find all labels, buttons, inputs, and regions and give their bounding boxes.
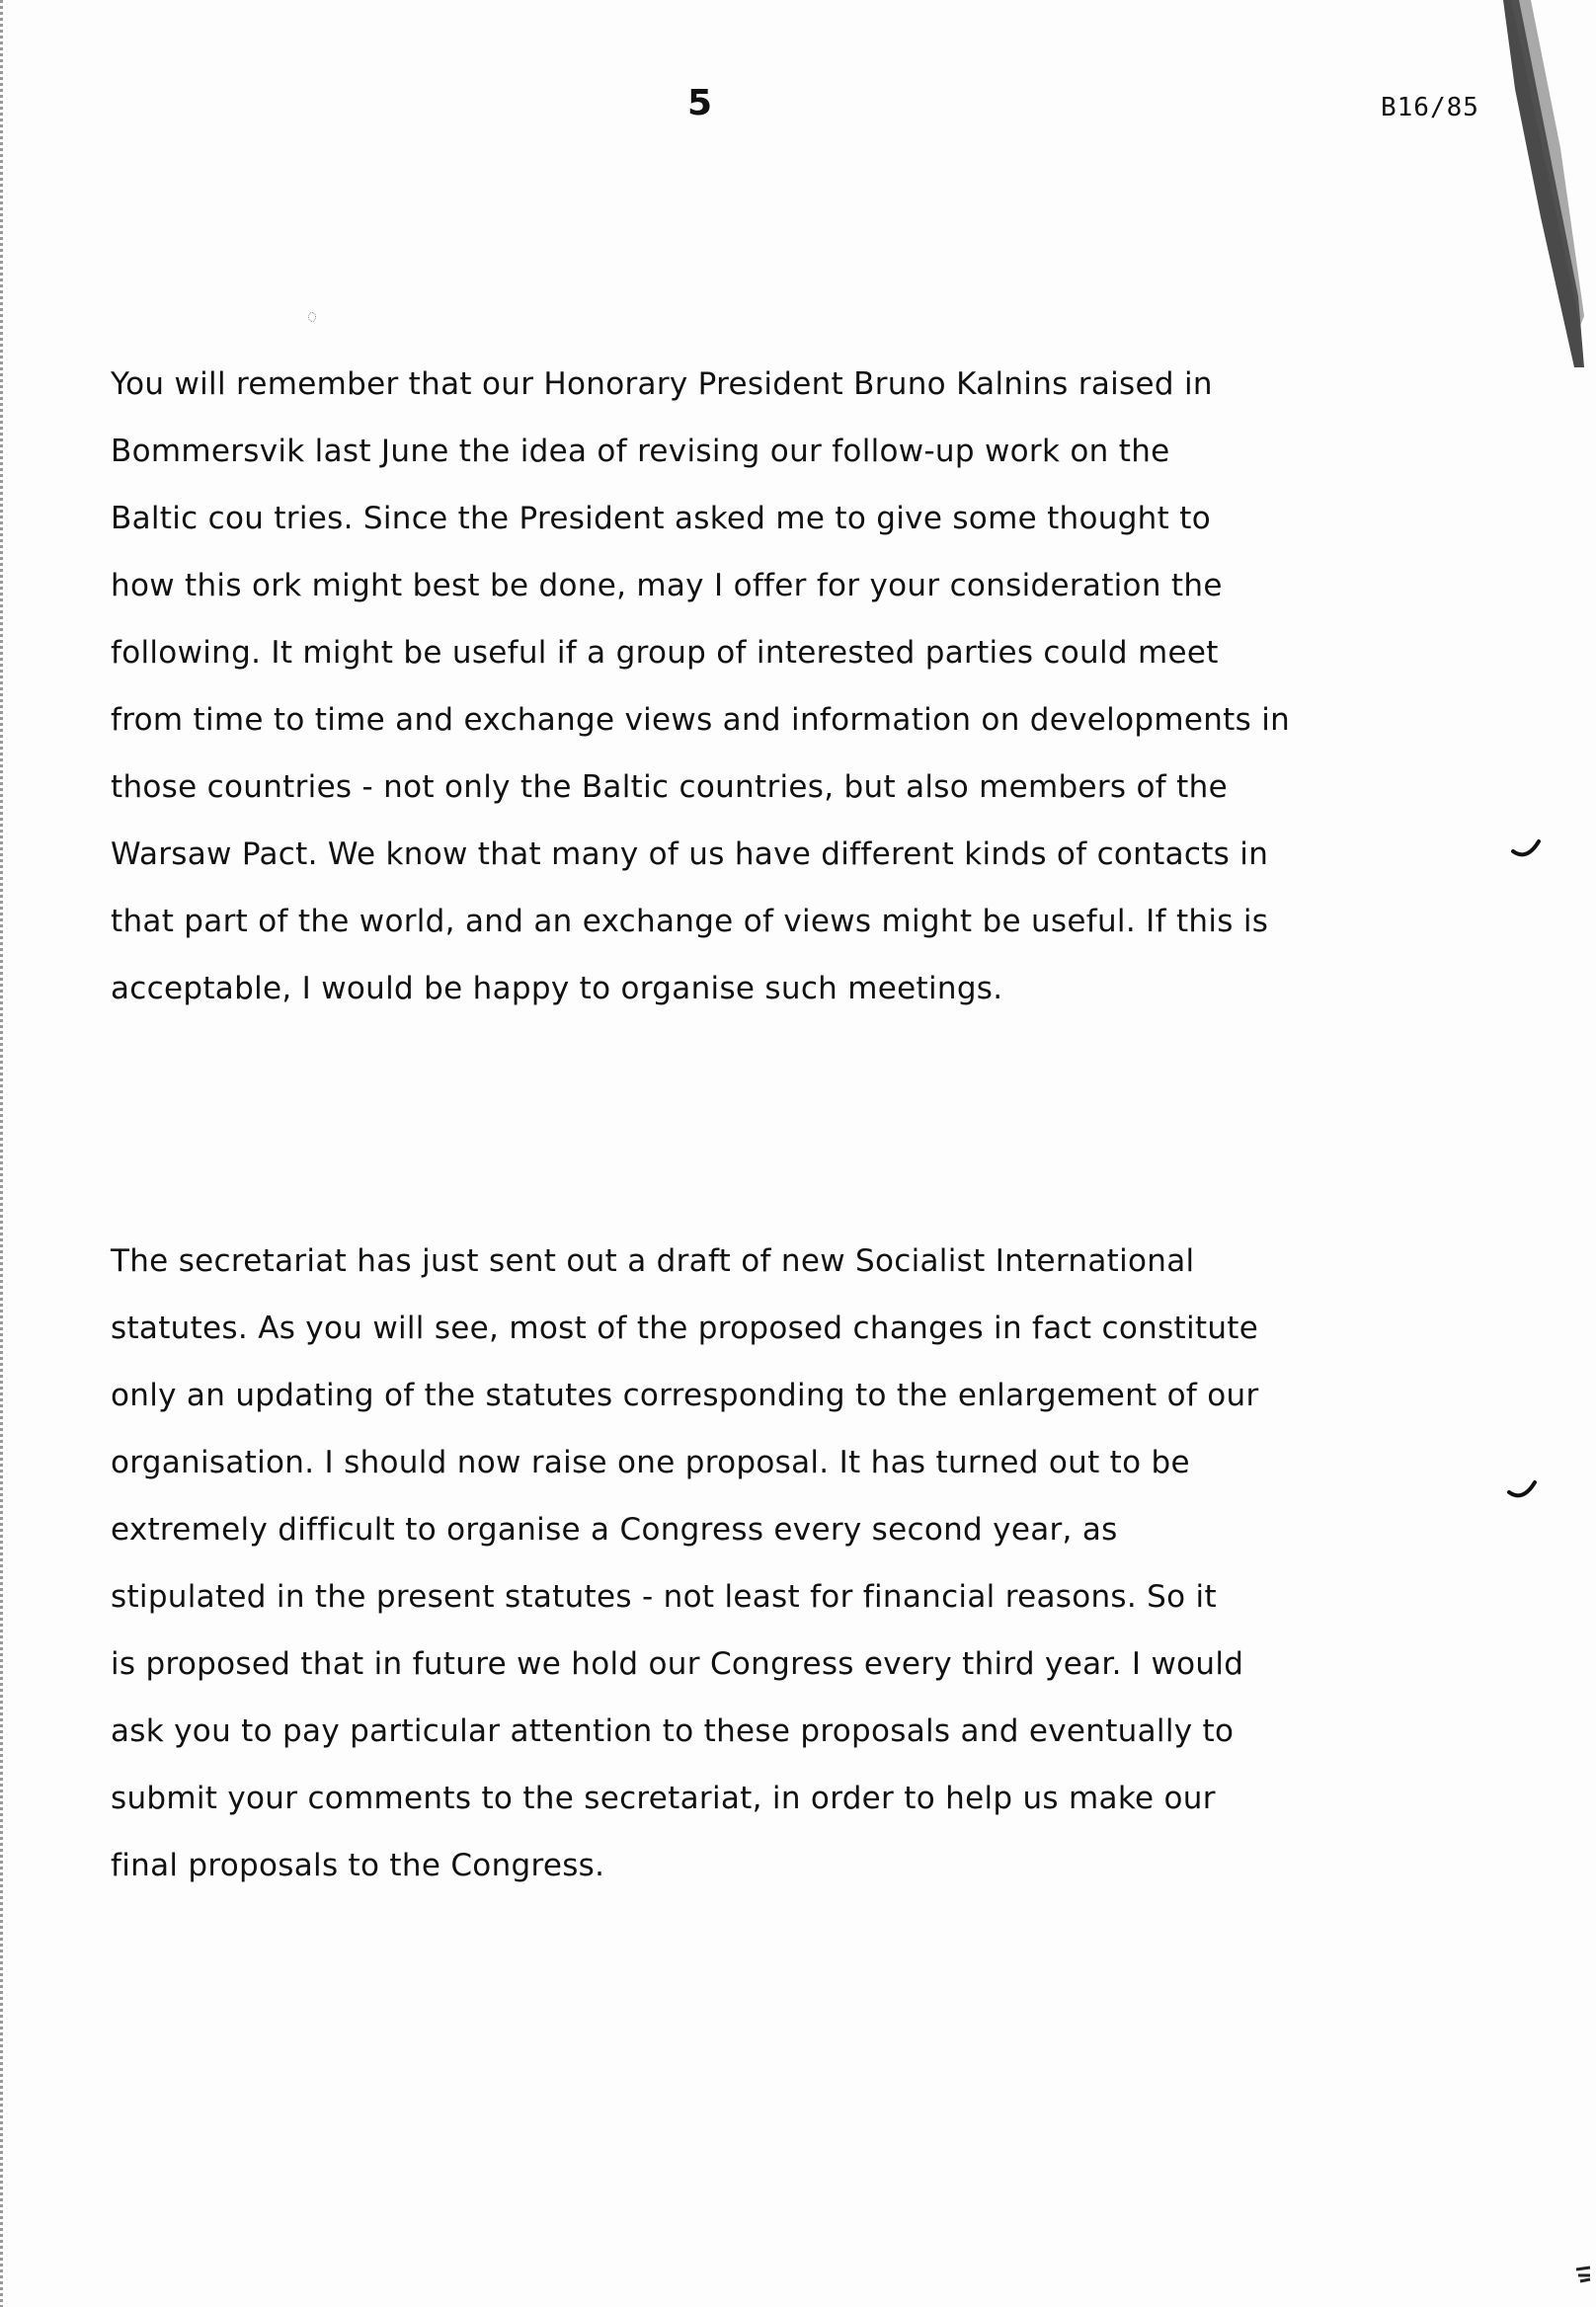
reference-code: B16/85 (1381, 93, 1479, 122)
scan-edge-smudge (1501, 0, 1596, 375)
text-line: ask you to pay particular attention to these proposals and eventually to (111, 1713, 1235, 1749)
scan-edge-left (0, 0, 3, 2307)
text-line: extremely difficult to organise a Congress every second year, as (111, 1512, 1118, 1548)
text-line: stipulated in the present statutes - not least for financial reasons. So it (111, 1579, 1217, 1615)
text-line: submit your comments to the secretariat, in order to help us make our (111, 1781, 1216, 1816)
text-line: those countries - not only the Baltic countries, but also members of the (111, 769, 1228, 805)
text-line: You will remember that our Honorary President Bruno Kalnins raised in (111, 366, 1213, 402)
text-line: organisation. I should now raise one proposal. It has turned out to be (111, 1445, 1190, 1480)
text-line: Baltic cou tries. Since the President asked me to give some thought to (111, 501, 1211, 536)
text-line: statutes. As you will see, most of the proposed changes in fact constitute (111, 1311, 1259, 1346)
text-line: that part of the world, and an exchange of views might be useful. If this is (111, 904, 1269, 939)
text-line: only an updating of the statutes corresponding to the enlargement of our (111, 1378, 1259, 1413)
text-line: final proposals to the Congress. (111, 1848, 605, 1883)
text-line: how this ork might best be done, may I offer for your consideration the (111, 568, 1223, 603)
text-line: following. It might be useful if a group of interested parties could meet (111, 635, 1219, 671)
text-line: from time to time and exchange views and information on developments in (111, 702, 1291, 738)
text-line: Bommersvik last June the idea of revising our follow-up work on the (111, 434, 1170, 469)
text-line: acceptable, I would be happy to organise such meetings. (111, 971, 1003, 1006)
page-number: 5 (687, 83, 714, 123)
margin-tick-mark (1511, 837, 1543, 859)
margin-tick-mark (1507, 1478, 1539, 1500)
scan-speck (308, 312, 316, 322)
paragraph-statutes-proposal (111, 1228, 1335, 1899)
text-line: The secretariat has just sent out a draft of new Socialist International (111, 1243, 1195, 1279)
scan-corner-mark (1574, 2264, 1592, 2283)
text-line: Warsaw Pact. We know that many of us have different kinds of contacts in (111, 836, 1269, 872)
text-line: is proposed that in future we hold our Congress every third year. I would (111, 1646, 1244, 1682)
paragraph-baltic-followup (111, 351, 1335, 1022)
